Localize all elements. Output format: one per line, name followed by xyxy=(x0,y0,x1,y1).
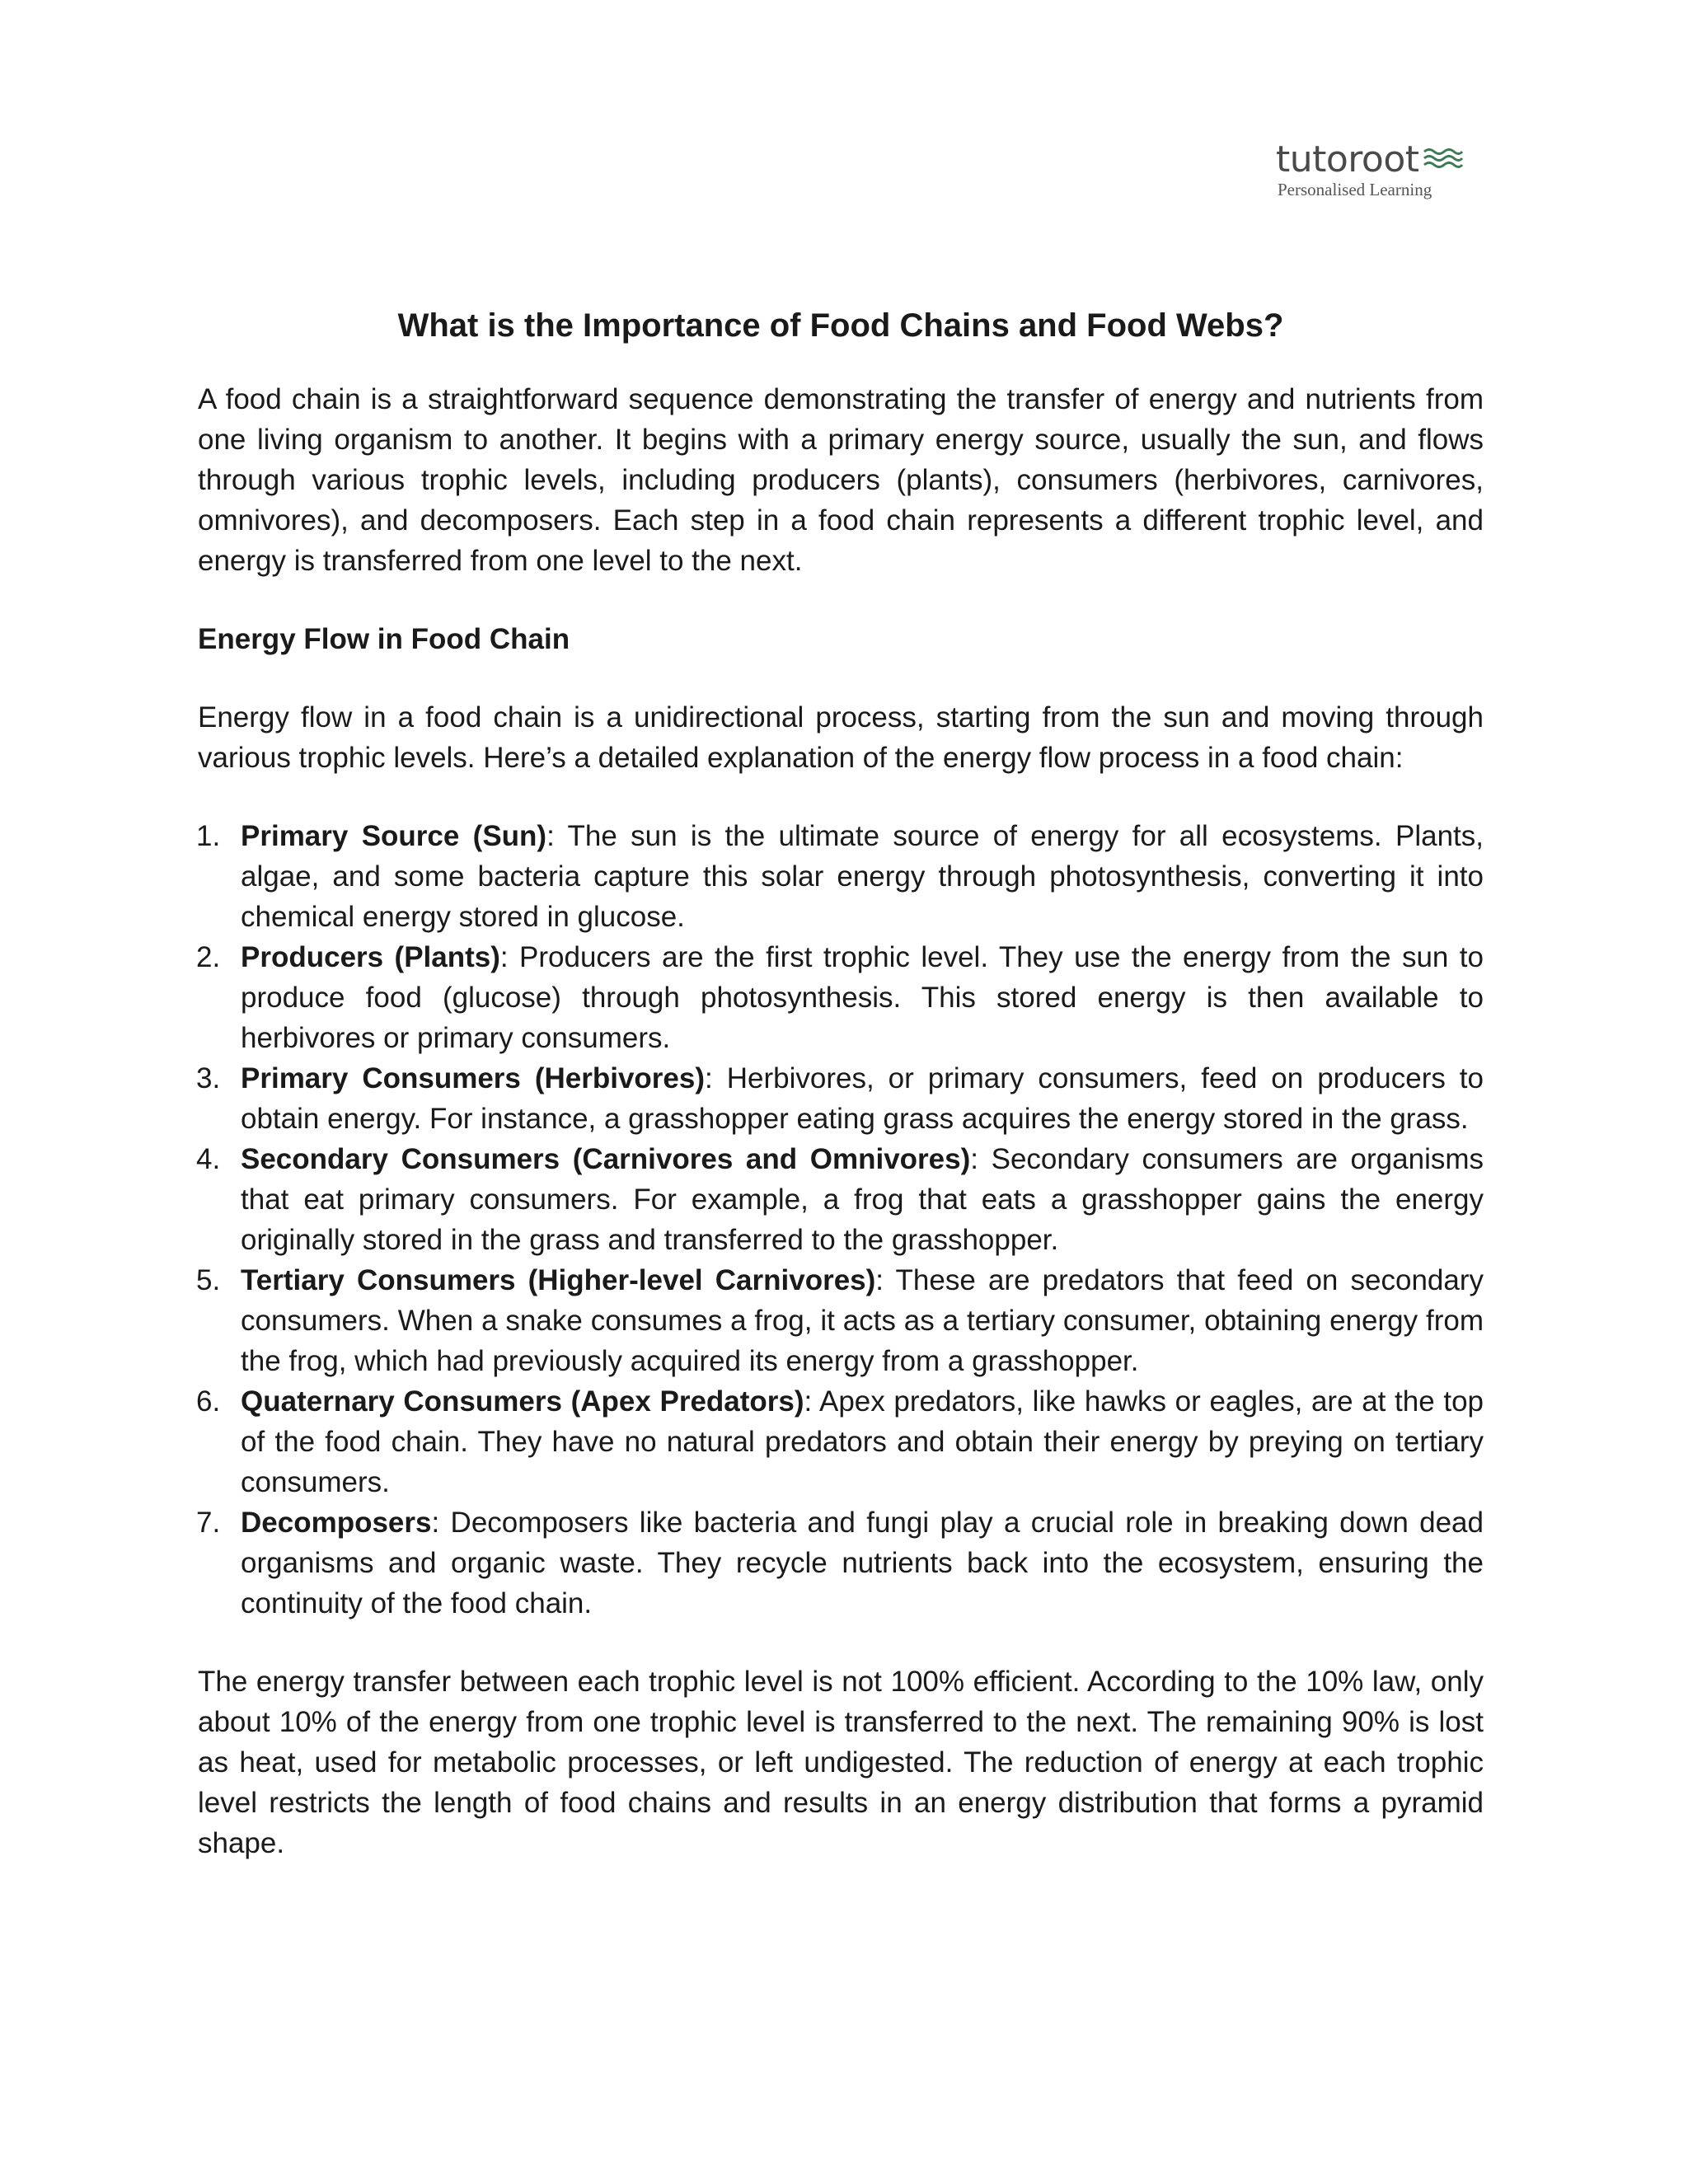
list-item xyxy=(198,1058,1484,1139)
list-number: 3. xyxy=(196,1062,221,1094)
list-text: : Herbivores, or primary consumers, feed on producers to obtain energy. For instance, a grasshopper eating grass acquires the energy stored in the grass. xyxy=(241,1062,1484,1135)
page-title: What is the Importance of Food Chains and Food Webs? xyxy=(397,307,1284,344)
brand-logo xyxy=(1276,140,1465,199)
list-term: Producers (Plants) xyxy=(241,941,500,973)
logo-tagline: Personalised Learning xyxy=(1278,180,1432,199)
logo-brand-text: tutoroot xyxy=(1276,138,1419,180)
logo-wordmark xyxy=(1276,140,1465,180)
document-body xyxy=(198,379,1484,1863)
list-item xyxy=(198,1381,1484,1502)
list-item xyxy=(198,1502,1484,1624)
list-item xyxy=(198,816,1484,937)
list-text: : Secondary consumers are organisms that eat primary consumers. For example, a frog that eats a grasshopper gains the energy originally stored in the grass and transferred to the grasshopper. xyxy=(241,1143,1484,1256)
list-text: : Producers are the first trophic level. They use the energy from the sun to produce food (glucose) through photosynthesis. This stored energy is then available to herbivores or primary consumers. xyxy=(241,941,1484,1054)
conclusion-paragraph: The energy transfer between each trophic level is not 100% efficient. According to the 10% law, only about 10% of the energy from one trophic level is transferred to the next. The remaining 90% is lost as heat, used for metabolic processes, or left undigested. The reduction of energy at each trophic level restricts the length of food chains and results in an energy distribution that forms a pyramid shape. xyxy=(198,1666,1484,1859)
list-text: : Decomposers like bacteria and fungi play a crucial role in breaking down dead organisms and organic waste. They recycle nutrients back into the ecosystem, ensuring the continuity of the food chain. xyxy=(241,1507,1484,1619)
list-text: : These are predators that feed on secondary consumers. When a snake consumes a frog, it acts as a tertiary consumer, obtaining energy from the frog, which had previously acquired its energy from a grasshopper. xyxy=(241,1264,1484,1377)
list-item xyxy=(198,1260,1484,1381)
list-text: : The sun is the ultimate source of energy for all ecosystems. Plants, algae, and some bacteria capture this solar energy through photosynthesis, converting it into chemical energy stored in glucose. xyxy=(241,820,1484,933)
list-number: 1. xyxy=(196,820,221,852)
list-number: 7. xyxy=(196,1507,221,1539)
energy-intro-paragraph: Energy flow in a food chain is a unidirectional process, starting from the sun and moving through various trophic levels. Here’s a detailed explanation of the energy flow process in a food chain: xyxy=(198,701,1484,774)
list-term: Decomposers xyxy=(241,1507,432,1539)
list-term: Tertiary Consumers (Higher-level Carnivores) xyxy=(241,1264,876,1296)
energy-flow-list xyxy=(198,816,1484,1624)
list-number: 4. xyxy=(196,1143,221,1175)
list-item xyxy=(198,937,1484,1058)
list-number: 2. xyxy=(196,941,221,973)
list-text: : Apex predators, like hawks or eagles, are at the top of the food chain. They have no natural predators and obtain their energy by preying on tertiary consumers. xyxy=(241,1385,1484,1498)
list-term: Primary Source (Sun) xyxy=(241,820,547,852)
list-term: Secondary Consumers (Carnivores and Omnivores) xyxy=(241,1143,971,1175)
section-heading: Energy Flow in Food Chain xyxy=(198,623,570,655)
list-term: Primary Consumers (Herbivores) xyxy=(241,1062,706,1094)
list-number: 6. xyxy=(196,1385,221,1418)
waves-icon xyxy=(1423,147,1464,171)
intro-paragraph: A food chain is a straightforward sequence demonstrating the transfer of energy and nutrients from one living organism to another. It begins with a primary energy source, usually the sun, and flows through various trophic levels, including producers (plants), consumers (herbivores, carnivores, omnivores), and decomposers. Each step in a food chain represents a different trophic level, and energy is transferred from one level to the next. xyxy=(198,383,1484,577)
list-number: 5. xyxy=(196,1264,221,1296)
list-term: Quaternary Consumers (Apex Predators) xyxy=(241,1385,804,1418)
list-item xyxy=(198,1139,1484,1260)
